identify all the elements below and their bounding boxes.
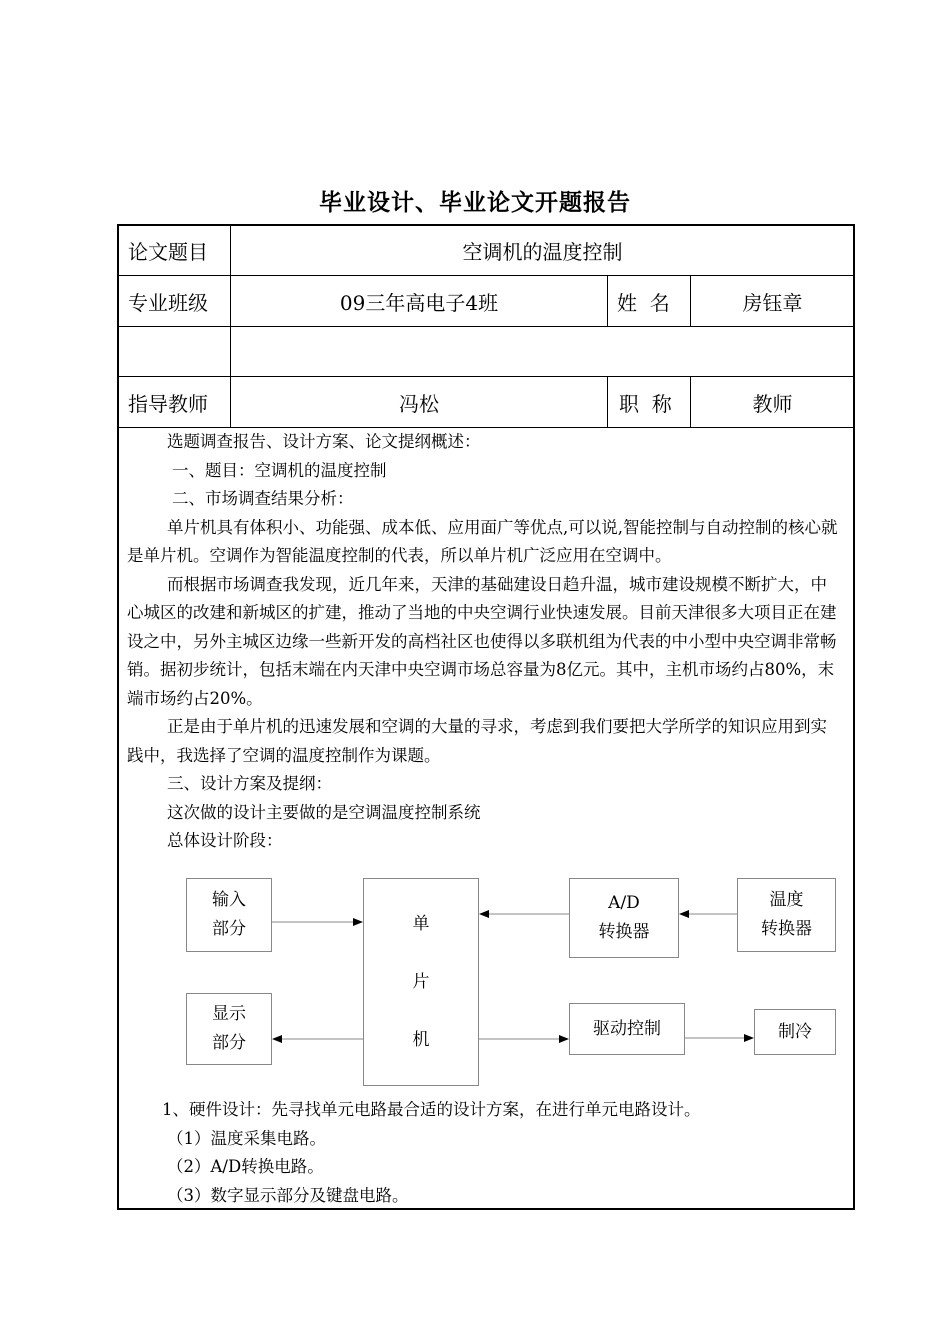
position-label: 职 称 bbox=[619, 391, 672, 416]
name-value: 房钰章 bbox=[742, 290, 803, 315]
display-block-label: 显示 bbox=[212, 1004, 246, 1024]
mcu-block-label: 单 bbox=[412, 914, 430, 934]
drive-control-block bbox=[569, 1003, 685, 1055]
major-class-value: 09三年高电子4班 bbox=[339, 290, 499, 315]
display-block bbox=[186, 993, 272, 1065]
temp-sensor-block bbox=[737, 878, 836, 952]
drive-control-block-label: 驱动控制 bbox=[593, 1018, 661, 1039]
mcu-block bbox=[363, 878, 479, 1086]
adc-block-label: 转换器 bbox=[598, 922, 650, 942]
intro-line: 选题调查报告、设计方案、论文提纲概述： bbox=[167, 432, 481, 451]
temp-sensor-block-label: 转换器 bbox=[761, 919, 812, 939]
display-block-label: 部分 bbox=[212, 1033, 246, 1053]
page-title: 毕业设计、毕业论文开题报告 bbox=[319, 189, 631, 216]
name-label: 姓 名 bbox=[617, 290, 670, 315]
column-divider bbox=[607, 377, 608, 427]
list-item: （1）温度采集电路。 bbox=[167, 1128, 326, 1148]
major-class-label: 专业班级 bbox=[128, 290, 208, 315]
thesis-title-label: 论文题目 bbox=[128, 240, 208, 264]
section-heading: 一、题目：空调机的温度控制 bbox=[172, 460, 387, 480]
position-value: 教师 bbox=[752, 391, 793, 416]
paragraph: 而根据市场调查我发现，近几年来，天津的基础建设日趋升温，城市建设规模不断扩大，中心城区的改建和新城区的扩建，推动了当地的中央空调行业快速发展。目前天津很多大项目正在建设之中，另外主城区边缘一些新开发的高档社区也使得以多联机组为代表的中小型中央空调非常畅销。据初步统计，包括末端在内天津中央空调市场总容量为8亿元。其中，主机市场约占80%，末端市场约占20%。 bbox=[127, 574, 837, 708]
empty-label bbox=[128, 327, 230, 376]
input-block-label: 部分 bbox=[212, 919, 246, 939]
section-heading: 二、市场调查结果分析： bbox=[172, 489, 354, 508]
mcu-block-label: 片 bbox=[412, 972, 430, 992]
column-divider bbox=[607, 276, 608, 326]
list-item: （3）数字显示部分及键盘电路。 bbox=[167, 1185, 409, 1205]
adc-block-label: A/D bbox=[608, 893, 640, 913]
design-line: 总体设计阶段： bbox=[167, 831, 283, 850]
cooling-block bbox=[754, 1009, 836, 1055]
paragraph: 正是由于单片机的迅速发展和空调的大量的寻求，考虑到我们要把大学所学的知识应用到实践中，我选择了空调的温度控制作为课题。 bbox=[127, 717, 827, 765]
thesis-title-value: 空调机的温度控制 bbox=[462, 240, 623, 264]
temp-sensor-block-label: 温度 bbox=[769, 890, 804, 910]
design-line: 这次做的设计主要做的是空调温度控制系统 bbox=[167, 802, 481, 822]
advisor-value: 冯松 bbox=[399, 391, 439, 416]
input-block bbox=[186, 878, 272, 952]
list-item: （2）A/D转换电路。 bbox=[167, 1157, 324, 1176]
report-body bbox=[127, 428, 839, 856]
input-block-label: 输入 bbox=[212, 890, 246, 910]
empty-value bbox=[231, 327, 854, 376]
list-item: 1、硬件设计：先寻找单元电路最合适的设计方案，在进行单元电路设计。 bbox=[162, 1100, 701, 1119]
hardware-list bbox=[127, 1096, 839, 1210]
adc-block bbox=[569, 878, 679, 958]
paragraph: 单片机具有体积小、功能强、成本低、应用面广等优点,可以说,智能控制与自动控制的核心就是单片机。空调作为智能温度控制的代表，所以单片机广泛应用在空调中。 bbox=[127, 517, 838, 565]
mcu-block-label: 机 bbox=[412, 1030, 430, 1050]
section-heading: 三、设计方案及提纲： bbox=[167, 774, 332, 793]
cooling-block-label: 制冷 bbox=[778, 1021, 812, 1042]
advisor-label: 指导教师 bbox=[128, 391, 208, 416]
